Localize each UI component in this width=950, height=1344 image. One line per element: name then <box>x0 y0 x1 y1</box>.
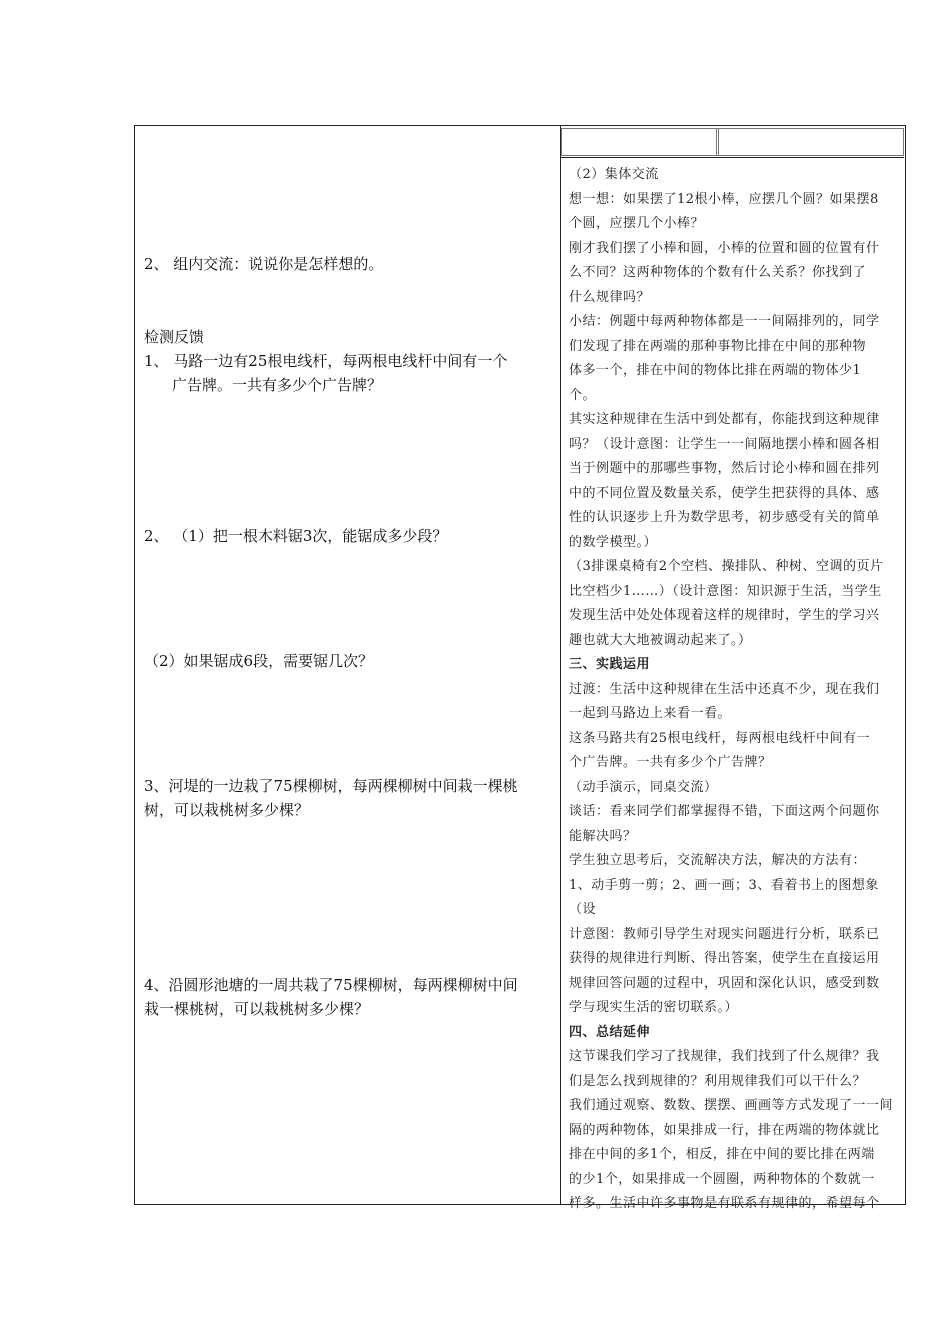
process-line: （3排课桌椅有2个空档、操排队、种树、空调的页片 <box>569 559 884 574</box>
question-1-line-2: 广告牌。一共有多少个广告牌？ <box>172 376 383 394</box>
process-line: 刚才我们摆了小棒和圆，小棒的位置和圆的位置有什 <box>569 240 880 256</box>
process-line: 发现生活中处处体现着这样的规律时，学生的学习兴 <box>569 608 880 623</box>
process-line: 隔的两种物体，如果排成一行，排在两端的物体就比 <box>569 1122 880 1138</box>
process-line: 趣也就大大地被调动起来了。） <box>569 632 752 648</box>
process-line: 规律回答问题的过程中，巩固和深化认识，感受到数 <box>569 975 880 991</box>
question-2b-text: （2）如果锯成6段，需要锯几次？ <box>144 652 374 670</box>
question-4 <box>144 973 554 1021</box>
process-line: 个。 <box>569 387 597 403</box>
process-line: 1、动手剪一剪；2、画一画；3、看着书上的图想象（设 <box>569 877 879 917</box>
process-line: 这条马路共有25根电线杆，每两根电线杆中间有一 <box>569 730 871 746</box>
question-3-line-2: 树，可以栽桃树多少棵？ <box>144 801 310 819</box>
question-3-line-1: 3、河堤的一边栽了75棵柳树，每两棵柳树中间栽一棵桃 <box>144 777 518 795</box>
process-line: 比空档少1……）（设计意图：知识源于生活，当学生 <box>569 583 882 599</box>
process-line: 体多一个，排在中间的物体比排在两端的物体少1 <box>569 363 862 378</box>
question-4-line-2: 栽一棵桃树，可以栽桃树多少棵？ <box>144 1000 370 1018</box>
process-line: 想一想：如果摆了12根小棒，应摆几个圆？如果摆8 <box>569 191 879 207</box>
process-line: 中的不同位置及数量关系，使学生把获得的具体、感 <box>569 485 880 501</box>
process-line: 学生独立思考后，交流解决方法，解决的方法有： <box>569 853 867 868</box>
question-2b <box>144 649 554 673</box>
nested-cell <box>719 129 903 155</box>
process-line: 们发现了排在两端的那种事物比排在中间的那种物 <box>569 338 867 354</box>
process-line: 吗？（设计意图：让学生一一间隔地摆小棒和圆各相 <box>569 436 880 452</box>
process-line: 其实这种规律在生活中到处都有，你能找到这种规律 <box>569 412 880 427</box>
check-feedback-section <box>144 325 554 397</box>
process-line: 个圆，应摆几个小棒？ <box>569 216 705 231</box>
process-line: 个广告牌。一共有多少个广告牌？ <box>569 755 772 770</box>
step-2-text: 2、 组内交流：说说你是怎样想的。 <box>144 255 384 273</box>
process-line: 一起到马路边上来看一看。 <box>569 706 732 721</box>
section-heading: 三、实践运用 <box>569 657 651 672</box>
process-line: 谈话：看来同学们都掌握得不错，下面这两个问题你 <box>569 804 880 819</box>
process-line: 这节课我们学习了找规律，我们找到了什么规律？我 <box>569 1049 880 1064</box>
question-4-line-1: 4、沿圆形池塘的一周共栽了75棵柳树，每两棵柳树中间 <box>144 976 518 994</box>
process-line: （2）集体交流 <box>569 167 659 182</box>
nested-header-table <box>561 128 904 156</box>
section-heading: 四、总结延伸 <box>569 1024 651 1040</box>
process-line: 们是怎么找到规律的？利用规律我们可以干什么？ <box>569 1073 867 1089</box>
question-2a-text: 2、 （1）把一根木料锯3次，能锯成多少段？ <box>144 527 448 545</box>
process-line: 样多。生活中许多事物是有联系有规律的，希望每个 <box>569 1196 880 1211</box>
question-2a <box>144 524 554 548</box>
teaching-process-column <box>569 163 899 1217</box>
process-line: 过渡：生活中这种规律在生活中还真不少，现在我们 <box>569 681 880 697</box>
process-line: 的数学模型。） <box>569 534 658 550</box>
process-line: 计意图：教师引导学生对现实问题进行分析，联系已 <box>569 926 880 942</box>
question-1-line-1: 1、 马路一边有25根电线杆，每两根电线杆中间有一个 <box>144 352 508 370</box>
process-line: 小结：例题中每两种物体都是一一间隔排列的，同学 <box>569 314 880 329</box>
process-line: 什么规律吗？ <box>569 289 651 305</box>
process-line: 学与现实生活的密切联系。） <box>569 1000 739 1015</box>
question-3 <box>144 774 554 822</box>
process-line: （动手演示，同桌交流） <box>569 779 718 795</box>
process-line: 获得的规律进行判断、得出答案，使学生在直接运用 <box>569 951 880 966</box>
process-line: 排在中间的多1个，相反，排在中间的要比排在两端 <box>569 1147 875 1162</box>
check-feedback-title: 检测反馈 <box>144 328 205 346</box>
process-line: 当于例题中的那哪些事物，然后讨论小棒和圆在排列 <box>569 461 880 476</box>
column-divider <box>560 125 561 1205</box>
process-line: 性的认识逐步上升为数学思考，初步感受有关的简单 <box>569 510 880 525</box>
process-line: 么不同？这两种物体的个数有什么关系？你找到了 <box>569 265 867 280</box>
process-line: 的少1个，如果排成一个圆圈，两种物体的个数就一 <box>569 1171 875 1187</box>
process-line: 能解决吗？ <box>569 828 637 844</box>
group-discussion-step <box>144 252 554 276</box>
nested-table-rule <box>561 157 904 158</box>
nested-cell <box>562 129 717 155</box>
process-line: 我们通过观察、数数、摆摆、画画等方式发现了一一间 <box>569 1098 894 1113</box>
